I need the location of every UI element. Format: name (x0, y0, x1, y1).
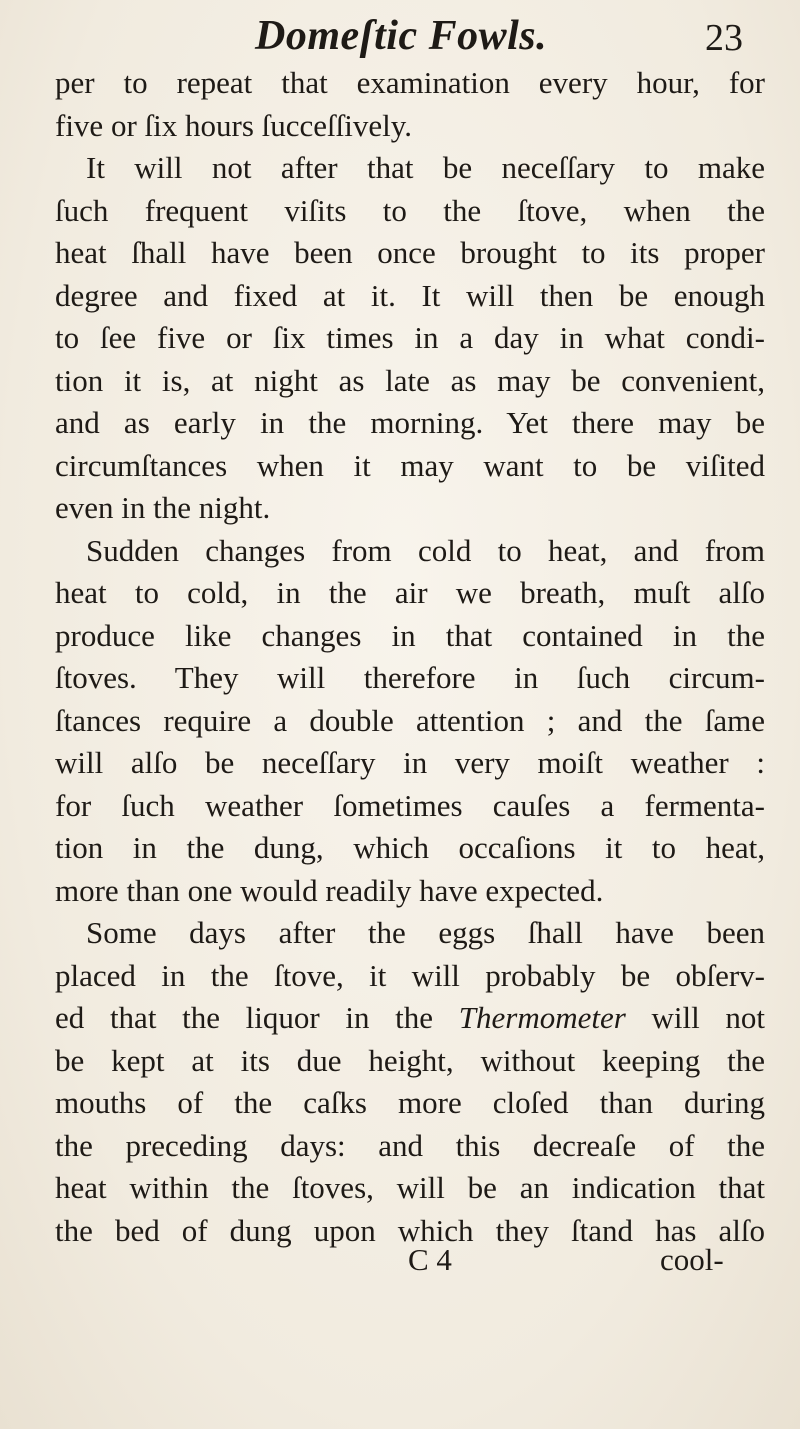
text-line: and as early in the morning. Yet there may be (55, 405, 765, 440)
text-line: degree and fixed at it. It will then be enough (55, 277, 765, 313)
paragraph-start: It will not after that be neceſſary to make (86, 150, 765, 185)
text-line: ſuch frequent viſits to the ſtove, when the (55, 192, 765, 228)
running-title: Domeſtic Fowls. (255, 13, 548, 59)
text-line: tion it is, at night as late as may be convenient, (55, 362, 765, 398)
text-line: the bed of dung upon which they ſtand has alſo (55, 1212, 765, 1248)
text-line: for ſuch weather ſometimes cauſes a fermenta- (55, 787, 765, 823)
text-line: even in the night. (55, 490, 271, 525)
text-line: tion in the dung, which occaſions it to heat, (55, 830, 765, 865)
text-line: produce like changes in that contained in the (55, 617, 765, 653)
text-line: five or ſix hours ſucceſſively. (55, 107, 412, 143)
paragraph-start: Sudden changes from cold to heat, and from (86, 532, 765, 568)
text-line: placed in the ſtove, it will probably be obſerv- (55, 957, 765, 993)
catchword: cool- (660, 1242, 724, 1277)
text-line: the preceding days: and this decreaſe of the (55, 1127, 765, 1163)
text-line: circumſtances when it may want to be viſited (55, 447, 765, 483)
italic-word-thermometer: Thermometer (458, 1000, 626, 1035)
text-line: heat within the ſtoves, will be an indication that (55, 1170, 765, 1205)
text-line: mouths of the caſks more cloſed than during (55, 1085, 765, 1120)
text-line: per to repeat that examination every hour, for (55, 65, 765, 100)
line-tail: will not (651, 1000, 765, 1035)
line-lead: ed that the liquor in the (55, 1000, 434, 1035)
body-text (55, 62, 765, 1252)
text-line: to ſee five or ſix times in a day in what condi- (55, 320, 765, 355)
text-line-with-italic (55, 997, 765, 1040)
text-line: ſtoves. They will therefore in ſuch circum- (55, 660, 765, 695)
paragraph-start: Some days after the eggs ſhall have been (86, 915, 765, 950)
text-line: ſtances require a double attention ; and the ſame (55, 702, 765, 738)
page-number: 23 (705, 17, 743, 59)
text-line: be kept at its due height, without keeping the (55, 1042, 765, 1078)
text-line: more than one would readily have expected. (55, 872, 604, 908)
text-line: heat ſhall have been once brought to its proper (55, 235, 765, 270)
page-footer (0, 1242, 800, 1286)
signature-mark: C 4 (408, 1242, 452, 1277)
text-line: will alſo be neceſſary in very moiſt weather : (55, 745, 765, 780)
text-line: heat to cold, in the air we breath, muſt alſo (55, 575, 765, 610)
